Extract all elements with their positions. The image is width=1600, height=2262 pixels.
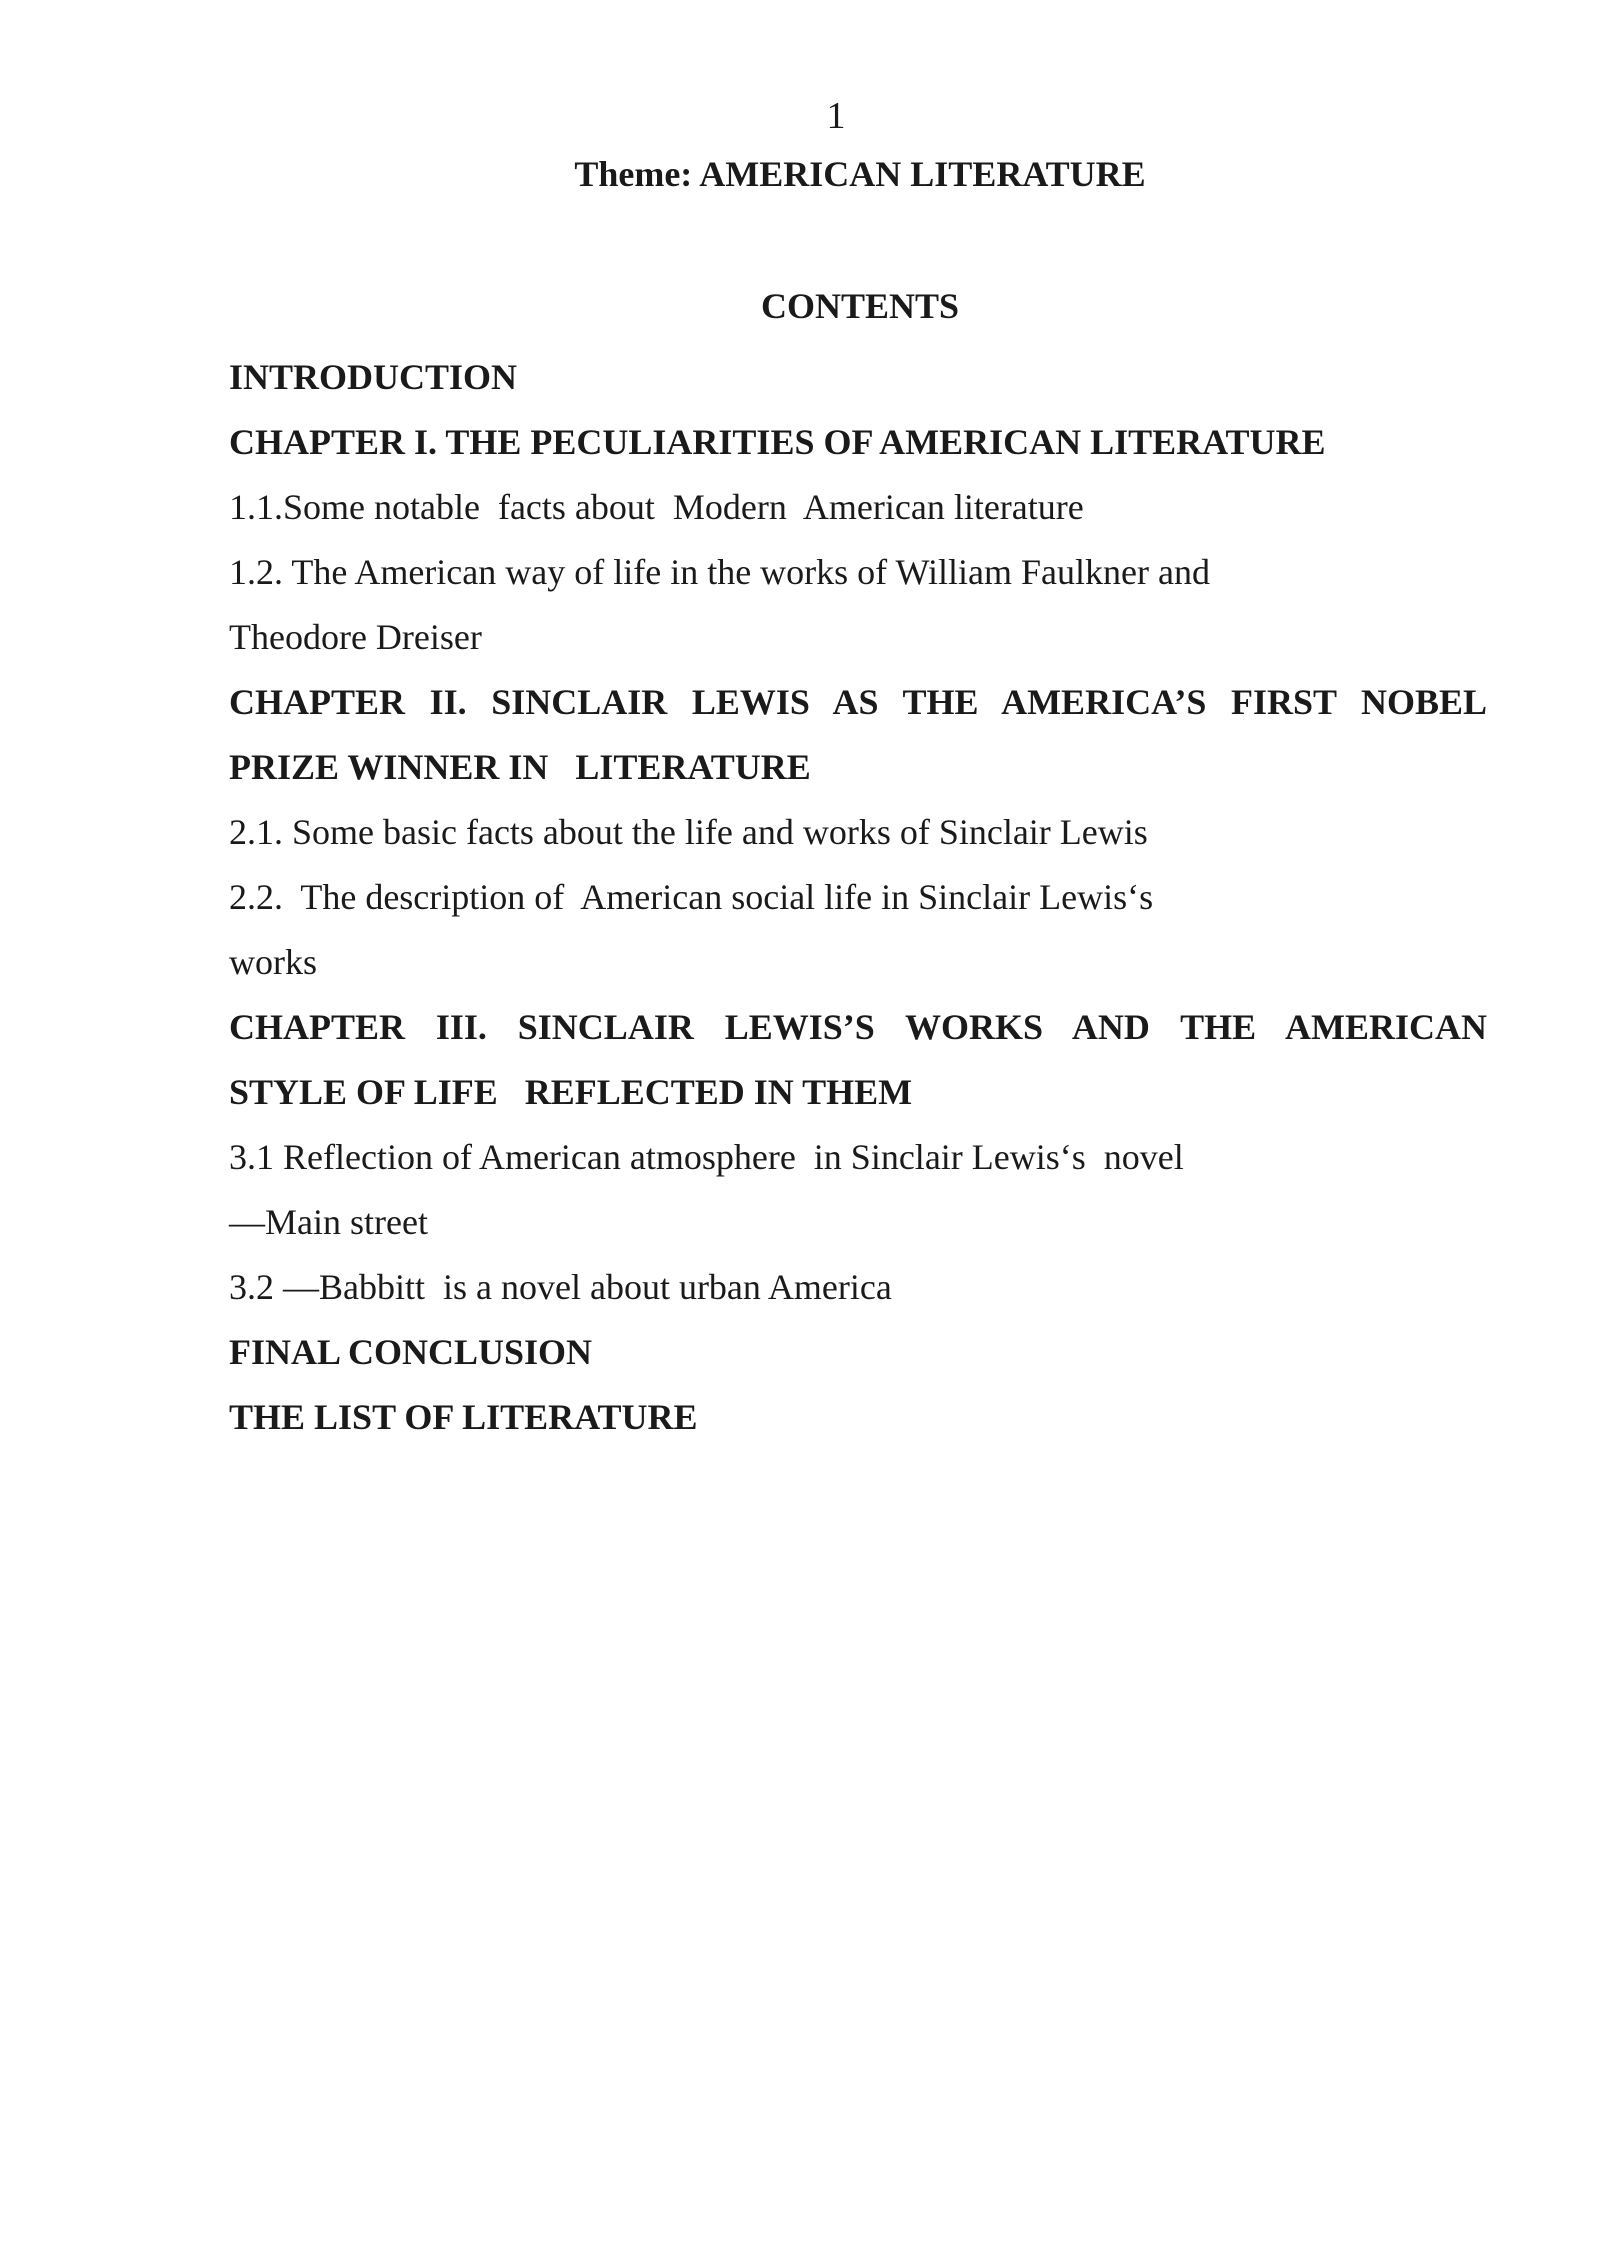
- toc-chapter-1-title: CHAPTER I. THE PECULIARITIES OF AMERICAN LITERATURE: [229, 422, 1326, 462]
- toc-final-conclusion: FINAL CONCLUSION: [229, 1332, 593, 1372]
- theme-title: Theme: AMERICAN LITERATURE: [574, 154, 1146, 194]
- toc-section-3-1: 3.1 Reflection of American atmosphere in Sinclair Lewis‘s novel: [229, 1137, 1184, 1177]
- toc-section-1-2-continued: Theodore Dreiser: [229, 617, 482, 657]
- toc-section-2-2-continued: works: [229, 942, 317, 982]
- contents-heading: CONTENTS: [760, 286, 960, 326]
- toc-section-1-1: 1.1.Some notable facts about Modern American literature: [229, 487, 1084, 527]
- table-of-contents: [229, 345, 1487, 1450]
- toc-section-3-2: 3.2 ―Babbitt is a novel about urban America: [229, 1267, 892, 1307]
- toc-section-1-2: 1.2. The American way of life in the works of William Faulkner and: [229, 552, 1210, 592]
- toc-chapter-2-title-continued: PRIZE WINNER IN LITERATURE: [229, 747, 811, 787]
- toc-section-3-1-continued: ―Main street: [229, 1202, 428, 1242]
- toc-chapter-3-title-continued: STYLE OF LIFE REFLECTED IN THEM: [229, 1072, 913, 1112]
- toc-chapter-3-title: CHAPTER III. SINCLAIR LEWIS’S WORKS AND THE AMERICAN: [229, 1007, 1487, 1047]
- toc-section-2-2: 2.2. The description of American social life in Sinclair Lewis‘s: [229, 877, 1154, 917]
- toc-section-2-1: 2.1. Some basic facts about the life and works of Sinclair Lewis: [229, 812, 1148, 852]
- toc-list-of-literature: THE LIST OF LITERATURE: [229, 1397, 698, 1437]
- toc-chapter-2-title: CHAPTER II. SINCLAIR LEWIS AS THE AMERICA’S FIRST NOBEL: [229, 682, 1487, 722]
- toc-introduction: INTRODUCTION: [229, 357, 518, 397]
- page-number: 1: [826, 95, 846, 137]
